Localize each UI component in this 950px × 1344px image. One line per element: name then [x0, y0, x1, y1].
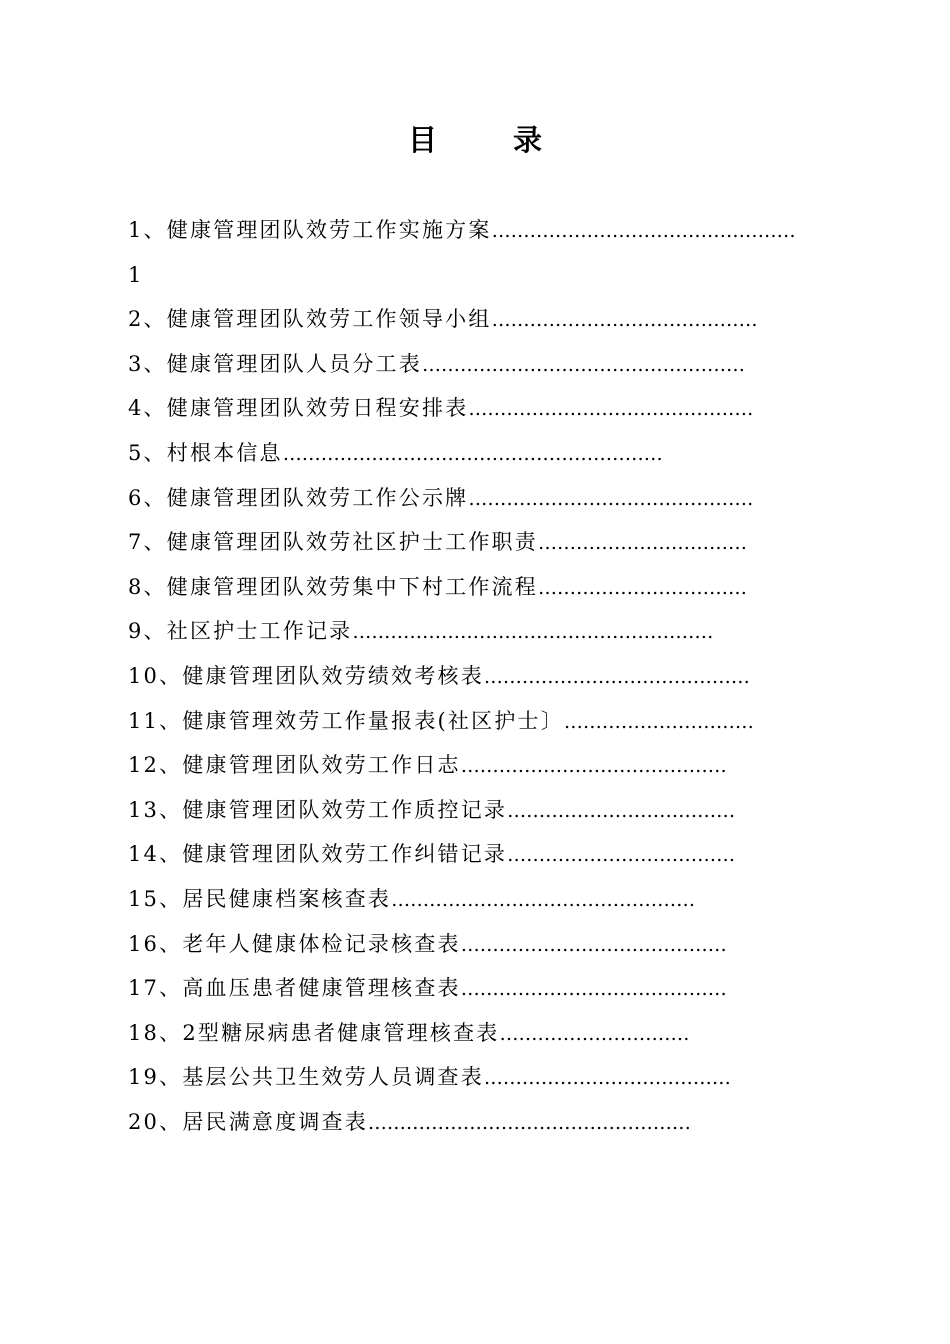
toc-entry-leader: …………………………………………… — [367, 1111, 691, 1134]
toc-entry-13[interactable] — [128, 788, 848, 833]
toc-entry-label: 15、居民健康档案核查表 — [128, 886, 392, 911]
toc-entry-17[interactable] — [128, 966, 848, 1011]
toc-entry-leader: …………………………………………………… — [282, 442, 663, 465]
toc-entry-11[interactable] — [128, 699, 848, 744]
toc-entry-leader: ……………………………… — [507, 844, 736, 867]
toc-entry-leader: ……………………………… — [507, 799, 736, 822]
toc-entry-4[interactable] — [128, 386, 848, 431]
toc-entry-label: 2、健康管理团队效劳工作领导小组 — [128, 307, 492, 332]
toc-entry-12[interactable] — [128, 743, 848, 788]
toc-entry-leader: …………………………………… — [460, 933, 727, 956]
toc-entry-label: 19、基层公共卫生效劳人员调查表 — [128, 1065, 484, 1090]
toc-entry-leader: ………………………………………… — [491, 220, 796, 242]
table-of-contents — [128, 208, 848, 1144]
toc-entry-label: 17、高血压患者健康管理核查表 — [128, 976, 461, 1001]
toc-entry-15[interactable] — [128, 877, 848, 922]
toc-entry-leader: …………………………… — [537, 576, 747, 599]
toc-entry-label: 7、健康管理团队效劳社区护士工作职责 — [128, 530, 538, 555]
toc-entry-5[interactable] — [128, 431, 848, 476]
toc-entry-leader: ………………………………………… — [391, 888, 696, 911]
toc-entry-1[interactable] — [128, 208, 848, 253]
toc-entry-leader: …………………………… — [537, 532, 747, 555]
toc-entry-leader: ………………………………………………… — [352, 621, 714, 644]
toc-entry-leader: …………………………………… — [460, 755, 727, 778]
toc-entry-18[interactable] — [128, 1011, 848, 1056]
toc-entry-leader: ………………………… — [563, 710, 754, 733]
toc-entry-leader: ……………………………………… — [468, 398, 754, 421]
toc-entry-7[interactable] — [128, 520, 848, 565]
toc-entry-leader: …………………………………………… — [421, 353, 745, 376]
toc-entry-leader: ………………………………… — [483, 1067, 731, 1090]
toc-entry-label: 4、健康管理团队效劳日程安排表 — [128, 396, 469, 421]
toc-entry-19[interactable] — [128, 1055, 848, 1100]
toc-entry-label: 9、社区护士工作记录 — [128, 619, 353, 644]
toc-entry-label: 10、健康管理团队效劳绩效考核表 — [128, 663, 484, 688]
toc-entry-label: 6、健康管理团队效劳工作公示牌 — [128, 485, 469, 510]
toc-entry-label: 18、2型糖尿病患者健康管理核查表 — [128, 1020, 500, 1045]
toc-entry-1-page-number: 1 — [128, 262, 142, 287]
toc-entry-leader: …………………………………… — [491, 309, 758, 332]
toc-entry-label: 16、老年人健康体检记录核查表 — [128, 931, 461, 956]
toc-entry-3[interactable] — [128, 342, 848, 387]
toc-entry-label: 12、健康管理团队效劳工作日志 — [128, 753, 461, 778]
toc-entry-8[interactable] — [128, 565, 848, 610]
toc-entry-6[interactable] — [128, 476, 848, 521]
toc-entry-label: 8、健康管理团队效劳集中下村工作流程 — [128, 574, 538, 599]
toc-entry-leader: …………………………………… — [483, 665, 750, 688]
toc-entry-9[interactable] — [128, 609, 848, 654]
toc-entry-2[interactable] — [128, 297, 848, 342]
toc-entry-label: 20、居民满意度调查表 — [128, 1109, 368, 1134]
toc-entry-leader: ………………………… — [499, 1022, 690, 1045]
toc-entry-label: 14、健康管理团队效劳工作纠错记录 — [128, 842, 508, 867]
toc-entry-label: 11、健康管理效劳工作量报表(社区护士〕 — [128, 708, 564, 733]
title-char-2: 录 — [513, 123, 543, 157]
toc-entry-20[interactable] — [128, 1100, 848, 1145]
toc-entry-label: 3、健康管理团队人员分工表 — [128, 351, 422, 376]
toc-entry-label: 5、村根本信息 — [128, 440, 283, 465]
toc-entry-label: 13、健康管理团队效劳工作质控记录 — [128, 797, 508, 822]
title-char-1: 目 — [407, 123, 437, 157]
toc-entry-label: 1、健康管理团队效劳工作实施方案 — [128, 218, 492, 242]
page-title — [0, 118, 950, 159]
toc-entry-16[interactable] — [128, 922, 848, 967]
toc-entry-10[interactable] — [128, 654, 848, 699]
toc-entry-leader: …………………………………… — [460, 978, 727, 1001]
toc-entry-leader: ……………………………………… — [468, 487, 754, 510]
toc-entry-14[interactable] — [128, 832, 848, 877]
